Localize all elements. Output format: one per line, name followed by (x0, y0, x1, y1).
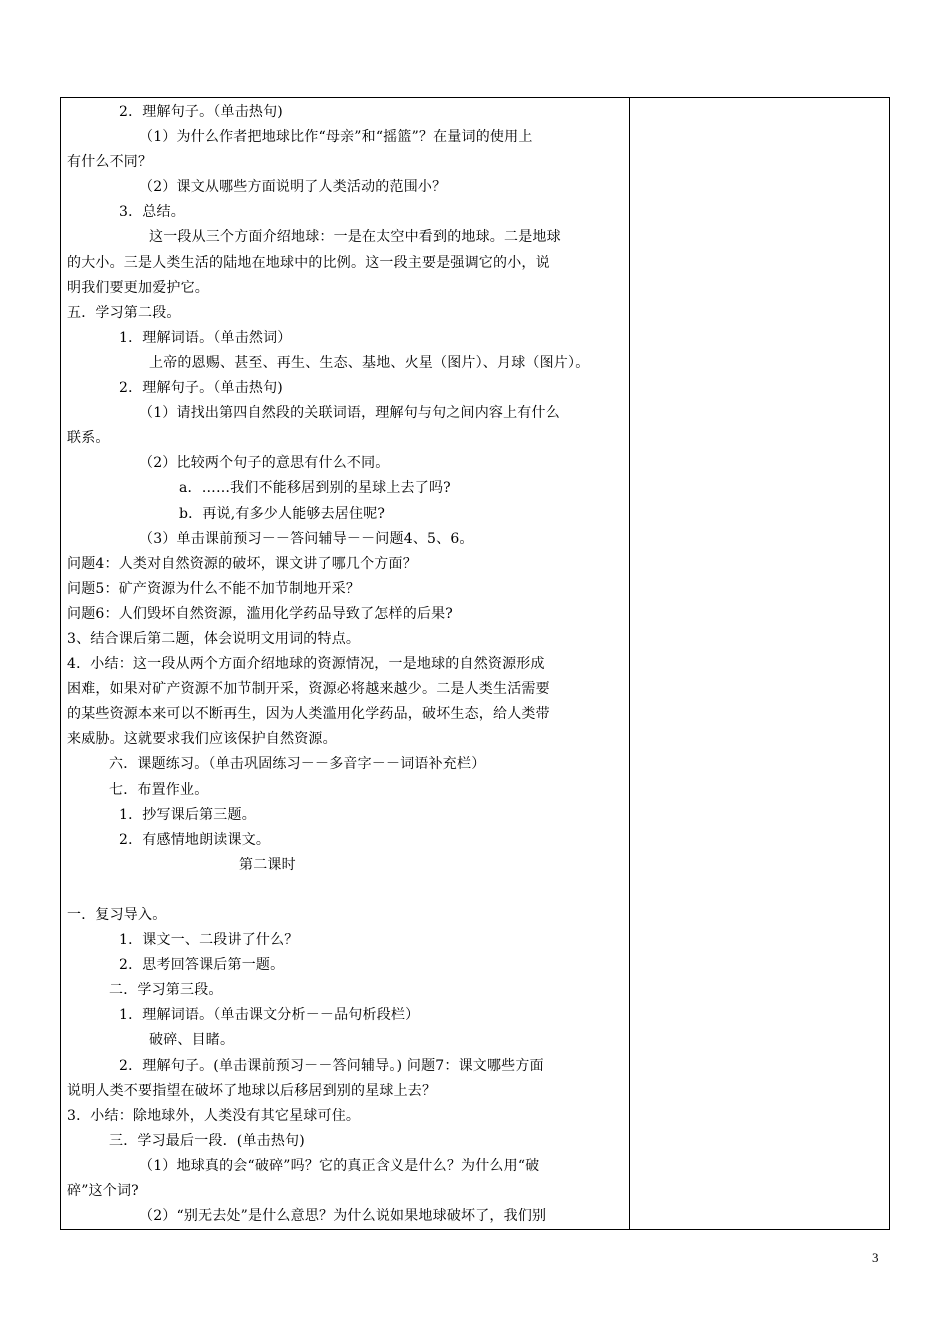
text-line: 碎”这个词? (67, 1183, 139, 1200)
text-line: 上帝的恩赐、甚至、再生、生态、基地、火星（图片）、月球（图片）。 (149, 354, 590, 371)
text-line: 来威胁。这就要求我们应该保护自然资源。 (67, 731, 337, 748)
text-line: 的某些资源本来可以不断再生，因为人类滥用化学药品，破坏生态，给人类带 (67, 706, 550, 723)
text-line: 有什么不同？ (67, 154, 153, 171)
text-line: （3）单击课前预习－－答问辅导－－问题4、5、6。 (139, 530, 474, 547)
text-line: 1．理解词语。（单击然词） (119, 329, 292, 346)
text-line: 3．总结。 (119, 204, 185, 221)
text-line: （2）“别无去处”是什么意思？为什么说如果地球破坏了，我们别 (139, 1208, 547, 1225)
text-line: 这一段从三个方面介绍地球：一是在太空中看到的地球。二是地球 (149, 229, 561, 246)
text-line: （1）请找出第四自然段的关联词语，理解句与句之间内容上有什么 (139, 405, 560, 422)
text-line: 二．学习第三段。 (109, 982, 223, 999)
notes-cell (630, 98, 890, 1230)
text-line: 问题6：人们毁坏自然资源，滥用化学药品导致了怎样的后果? (67, 605, 454, 622)
text-line: 4．小结：这一段从两个方面介绍地球的资源情况，一是地球的自然资源形成 (67, 656, 545, 673)
lesson-table (60, 97, 890, 1230)
lesson-content-cell (61, 98, 630, 1230)
text-line (67, 878, 623, 903)
text-line: 说明人类不要指望在破坏了地球以后移居到别的星球上去？ (67, 1082, 437, 1099)
text-line: 三．学习最后一段．(单击热句) (109, 1132, 305, 1149)
text-line: （2）课文从哪些方面说明了人类活动的范围小？ (139, 179, 447, 196)
text-line: a．……我们不能移居到别的星球上去了吗? (179, 480, 451, 497)
text-line: （1）为什么作者把地球比作“母亲”和“摇篮”？在量词的使用上 (139, 129, 533, 146)
text-line: 2．有感情地朗读课文。 (119, 831, 271, 848)
text-line: 困难，如果对矿产资源不加节制开采，资源必将越来越少。二是人类生活需要 (67, 681, 550, 698)
text-line: 2．理解句子。(单击课前预习－－答问辅导。) 问题7：课文哪些方面 (119, 1057, 544, 1074)
lesson-text (61, 98, 629, 1229)
text-line: 问题4：人类对自然资源的破坏，课文讲了哪几个方面？ (67, 555, 417, 572)
text-line: 3、结合课后第二题，体会说明文用词的特点。 (67, 630, 361, 647)
text-line: 1．抄写课后第三题。 (119, 806, 256, 823)
text-line: 六．课题练习。（单击巩固练习－－多音字－－词语补充栏） (109, 756, 486, 773)
text-line: 3．小结：除地球外，人类没有其它星球可住。 (67, 1107, 361, 1124)
text-line: 七．布置作业。 (109, 781, 209, 798)
text-line: 联系。 (67, 430, 110, 447)
text-line: 的大小。三是人类生活的陆地在地球中的比例。这一段主要是强调它的小，说 (67, 254, 550, 271)
page-number: 3 (872, 1250, 879, 1265)
text-line: 2．理解句子。（单击热句) (119, 104, 283, 120)
text-line: 第二课时 (239, 856, 296, 873)
text-line: 一．复习导入。 (67, 907, 167, 923)
text-line: 问题5：矿产资源为什么不能不加节制地开采？ (67, 580, 361, 597)
text-line: （1）地球真的会“破碎”吗？它的真正含义是什么？为什么用“破 (139, 1157, 540, 1174)
text-line: （2）比较两个句子的意思有什么不同。 (139, 455, 390, 472)
text-line: 破碎、目睹。 (149, 1032, 235, 1049)
text-line: 五．学习第二段。 (67, 304, 181, 321)
text-line: 1．理解词语。（单击课文分析－－品句析段栏） (119, 1007, 420, 1024)
text-line: 2．理解句子。（单击热句) (119, 380, 283, 397)
text-line: 2．思考回答课后第一题。 (119, 957, 285, 974)
text-line: 1．课文一、二段讲了什么？ (119, 932, 299, 949)
text-line: b．再说,有多少人能够去居住呢? (179, 505, 386, 522)
text-line: 明我们要更加爱护它。 (67, 279, 209, 296)
